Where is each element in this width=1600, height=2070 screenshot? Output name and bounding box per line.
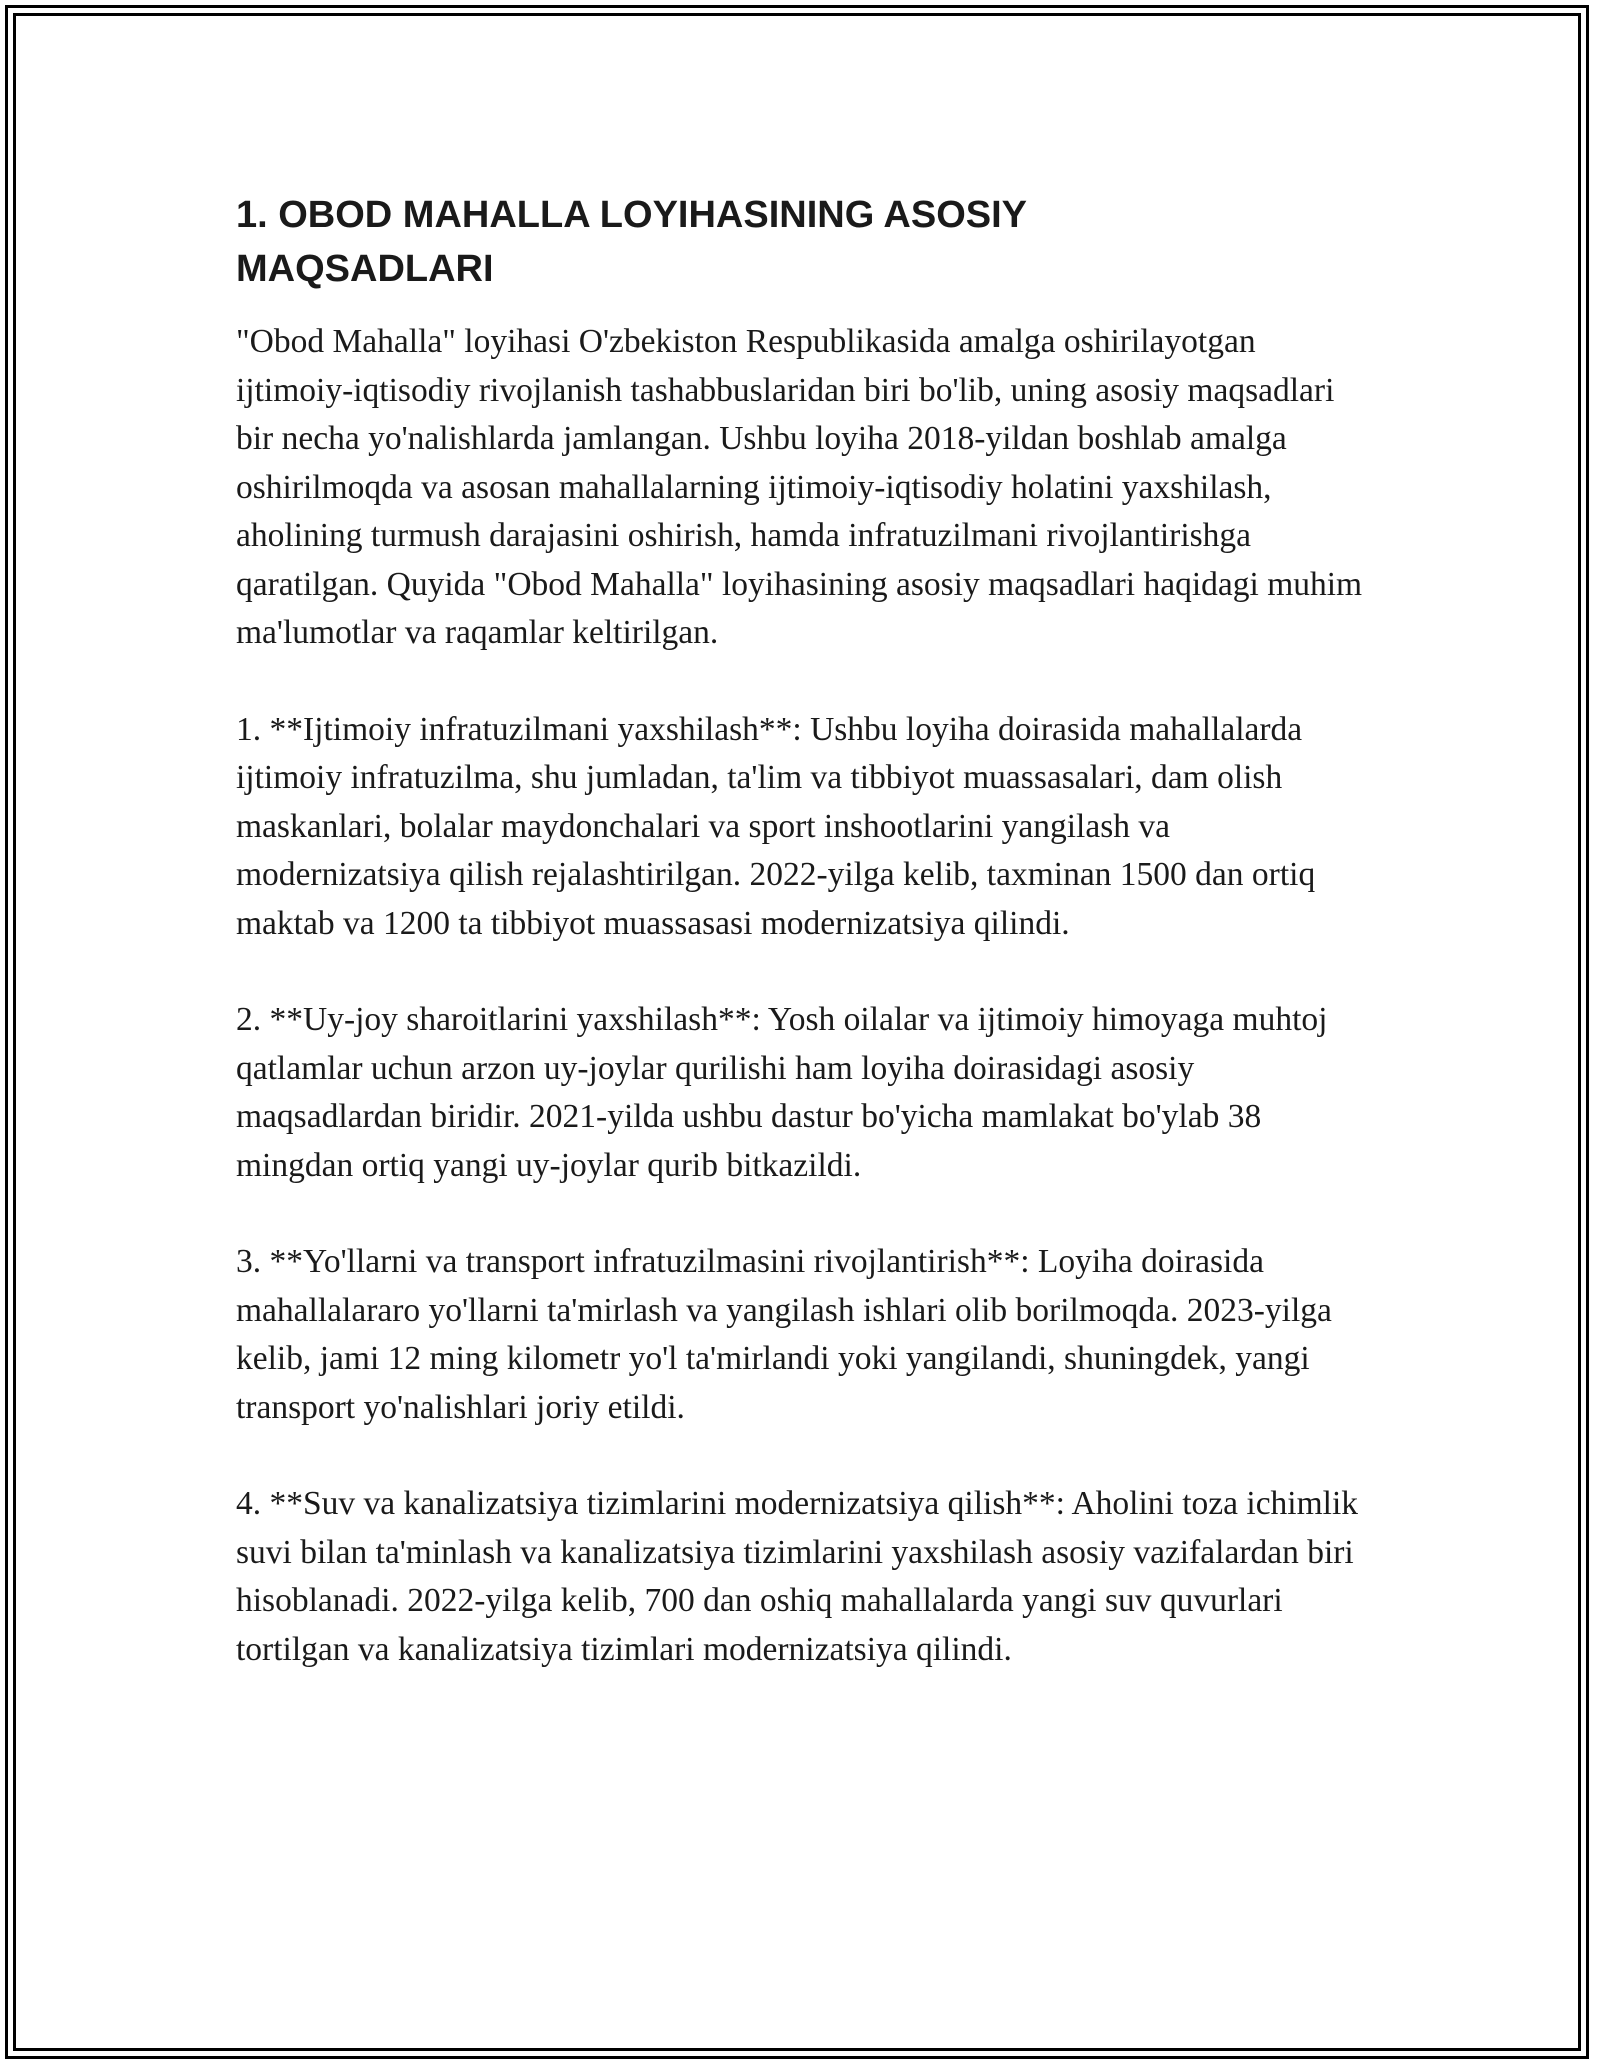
- document-body: [236, 188, 1376, 1722]
- intro-paragraph: "Obod Mahalla" loyihasi O'zbekiston Respublikasida amalga oshirilayotgan ijtimoiy-iqtisodiy rivojlanish tashabbuslaridan biri bo'lib, uning asosiy maqsadlari bir necha yo'nalishlarda jamlangan. Ushbu loyiha 2018-yildan boshlab amalga oshirilmoqda va asosan mahallalarning ijtimoiy-iqtisodiy holatini yaxshilash, aholining turmush darajasini oshirish, hamda infratuzilmani rivojlantirishga qaratilgan. Quyida "Obod Mahalla" loyihasining asosiy maqsadlari haqidagi muhim ma'lumotlar va raqamlar keltirilgan.: [236, 323, 1363, 651]
- paragraph-water-sewage: 4. **Suv va kanalizatsiya tizimlarini modernizatsiya qilish**: Aholini toza ichimlik suvi bilan ta'minlash va kanalizatsiya tizimlarini yaxshilash asosiy vazifalardan biri hisoblanadi. 2022-yilga kelib, 700 dan oshiq mahallalarda yangi suv quvurlari tortilgan va kanalizatsiya tizimlari modernizatsiya qilindi.: [236, 1485, 1359, 1668]
- section-heading: 1. OBOD MAHALLA LOYIHASINING ASOSIY MAQSADLARI: [236, 194, 1027, 290]
- paragraph-social-infrastructure: 1. **Ijtimoiy infratuzilmani yaxshilash**: Ushbu loyiha doirasida mahallalarda ijtimoiy infratuzilma, shu jumladan, ta'lim va tibbiyot muassasalari, dam olish maskanlari, bolalar maydonchalari va sport inshootlarini yangilash va modernizatsiya qilish rejalashtirilgan. 2022-yilga kelib, taxminan 1500 dan ortiq maktab va 1200 ta tibbiyot muassasasi modernizatsiya qilindi.: [236, 710, 1316, 942]
- paragraph-roads-transport: 3. **Yo'llarni va transport infratuzilmasini rivojlantirish**: Loyiha doirasida mahallalararo yo'llarni ta'mirlash va yangilash ishlari olib borilmoqda. 2023-yilga kelib, jami 12 ming kilometr yo'l ta'mirlandi yoki yangilandi, shuningdek, yangi transport yo'nalishlari joriy etildi.: [236, 1243, 1332, 1426]
- paragraph-housing: 2. **Uy-joy sharoitlarini yaxshilash**: Yosh oilalar va ijtimoiy himoyaga muhtoj qatlamlar uchun arzon uy-joylar qurilishi ham loyiha doirasidagi asosiy maqsadlardan biridir. 2021-yilda ushbu dastur bo'yicha mamlakat bo'ylab 38 mingdan ortiq yangi uy-joylar qurib bitkazildi.: [236, 1001, 1328, 1184]
